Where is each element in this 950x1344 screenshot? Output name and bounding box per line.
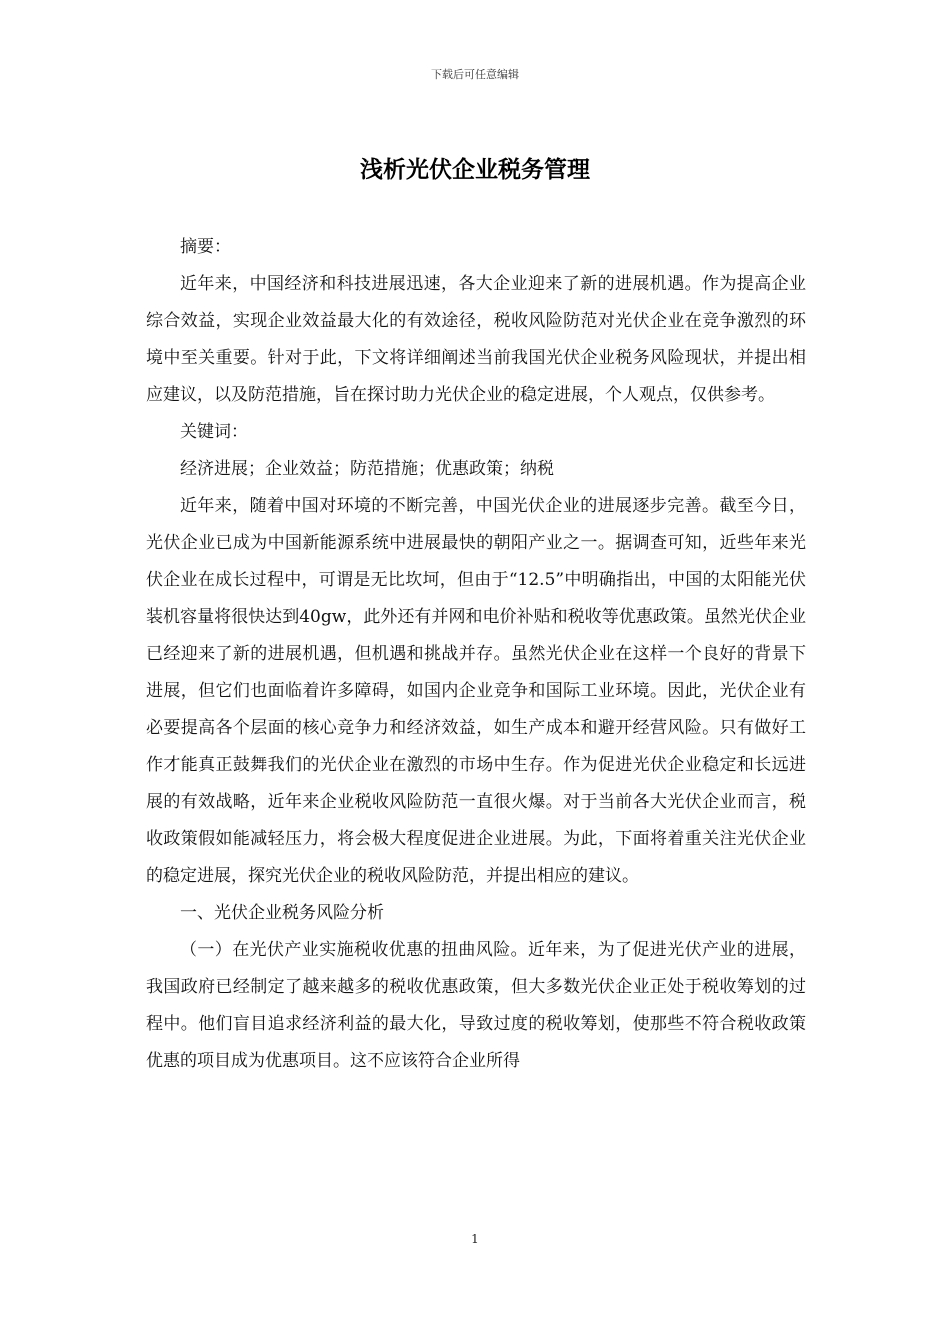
- page-number: 1: [471, 1232, 479, 1246]
- keywords-heading: 关键词：: [180, 422, 248, 442]
- abstract-paragraph: 近年来，中国经济和科技进展迅速，各大企业迎来了新的进展机遇。作为提高企业综合效益，实现企业效益最大化的有效途径，税收风险防范对光伏企业在竞争激烈的环境中至关重要。针对于此，下文将详细阐述当前我国光伏企业税务风险现状，并提出相应建议，以及防范措施，旨在探讨助力光伏企业的稳定进展，个人观点，仅供参考。: [146, 274, 806, 405]
- document-title: 浅析光伏企业税务管理: [360, 157, 590, 183]
- subsection-paragraph-1: （一）在光伏产业实施税收优惠的扭曲风险。近年来，为了促进光伏产业的进展，我国政府已经制定了越来越多的税收优惠政策，但大多数光伏企业正处于税收筹划的过程中。他们盲目追求经济利益的最大化，导致过度的税收筹划，使那些不符合税收政策优惠的项目成为优惠项目。这不应该符合企业所得: [146, 940, 806, 1071]
- page-header-note: 下载后可任意编辑: [431, 68, 519, 81]
- intro-paragraph: 近年来，随着中国对环境的不断完善，中国光伏企业的进展逐步完善。截至今日，光伏企业已成为中国新能源系统中进展最快的朝阳产业之一。据调查可知，近些年来光伏企业在成长过程中，可谓是无比坎坷，但由于“12.5”中明确指出，中国的太阳能光伏装机容量将很快达到40gw，此外还有并网和电价补贴和税收等优惠政策。虽然光伏企业已经迎来了新的进展机遇，但机遇和挑战并存。虽然光伏企业在这样一个良好的背景下进展，但它们也面临着许多障碍，如国内企业竞争和国际工业环境。因此，光伏企业有必要提高各个层面的核心竞争力和经济效益，如生产成本和避开经营风险。只有做好工作才能真正鼓舞我们的光伏企业在激烈的市场中生存。作为促进光伏企业稳定和长远进展的有效战略，近年来企业税收风险防范一直很火爆。对于当前各大光伏企业而言，税收政策假如能减轻压力，将会极大程度促进企业进展。为此，下面将着重关注光伏企业的稳定进展，探究光伏企业的税收风险防范，并提出相应的建议。: [146, 496, 806, 886]
- document-body: [146, 229, 806, 1080]
- abstract-heading: 摘要：: [180, 237, 231, 257]
- section-heading-1: 一、光伏企业税务风险分析: [180, 903, 384, 923]
- keywords-list: 经济进展；企业效益；防范措施；优惠政策；纳税: [180, 459, 554, 479]
